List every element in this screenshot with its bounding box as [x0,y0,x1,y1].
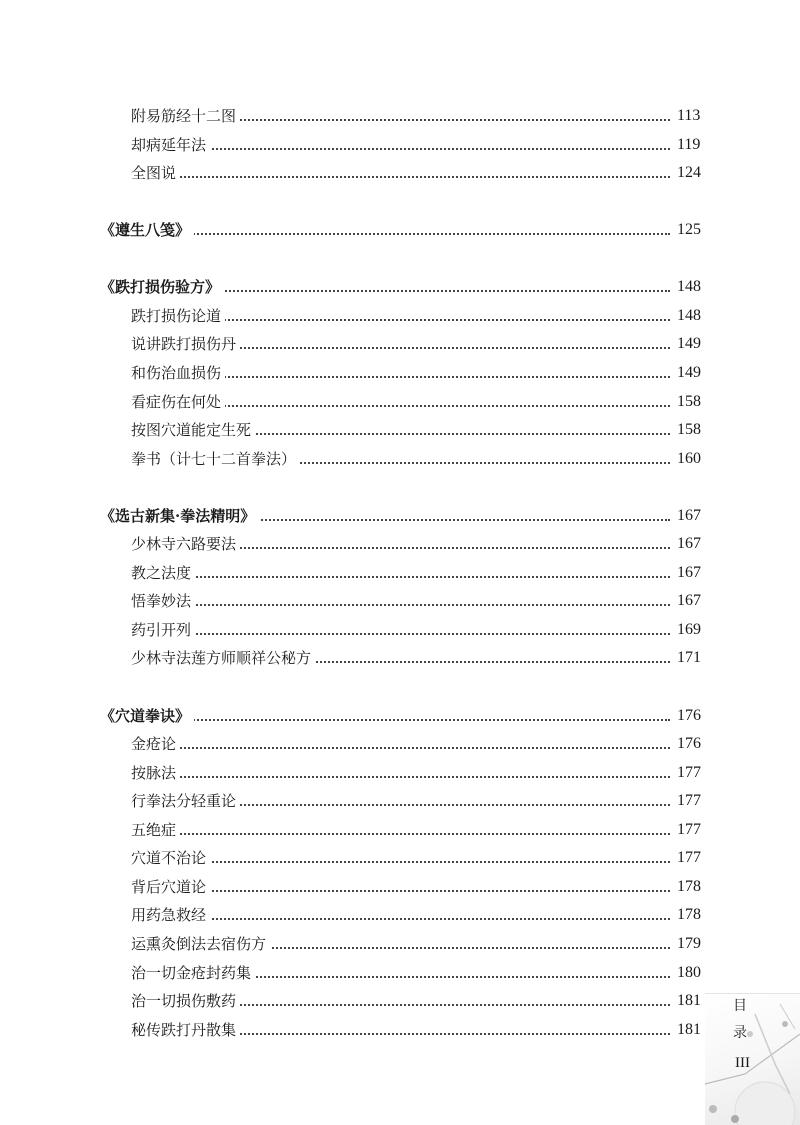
entry-title: 《选古新集·拳法精明》 [100,505,259,527]
corner-decoration [705,993,800,1125]
entry-page-number: 167 [677,535,701,553]
toc-entry[interactable] [0,762,720,784]
toc-entry[interactable] [0,876,720,898]
entry-title: 背后穴道论 [131,876,210,898]
dot-leader [140,747,670,749]
entry-page-number: 177 [677,820,701,838]
toc-entry[interactable] [0,1019,720,1041]
dot-leader [140,833,670,835]
entry-page-number: 178 [677,877,701,895]
entry-title: 拳书（计七十二首拳法） [131,448,300,470]
dot-leader [140,776,670,778]
entry-page-number: 148 [677,278,701,296]
entry-page-number: 171 [677,649,701,667]
toc-entry[interactable] [0,134,720,156]
dot-leader [140,604,670,606]
toc-section-heading[interactable] [0,219,720,241]
entry-page-number: 178 [677,906,701,924]
entry-title: 教之法度 [131,562,195,584]
entry-page-number: 176 [677,706,701,724]
dot-leader [140,148,670,150]
toc-entry[interactable] [0,448,720,470]
entry-page-number: 149 [677,363,701,381]
entry-page-number: 149 [677,335,701,353]
toc-section-heading[interactable] [0,505,720,527]
toc-entry[interactable] [0,647,720,669]
entry-title: 悟拳妙法 [131,590,195,612]
entry-title: 穴道不治论 [131,847,210,869]
dot-leader [140,176,670,178]
toc-section-heading[interactable] [0,276,720,298]
toc-entry[interactable] [0,790,720,812]
entry-page-number: 167 [677,506,701,524]
entry-title: 却病延年法 [131,134,210,156]
entry-title: 按图穴道能定生死 [131,419,255,441]
entry-title: 《穴道拳诀》 [100,705,194,727]
entry-page-number: 148 [677,306,701,324]
entry-title: 说讲跌打损伤丹 [131,333,240,355]
entry-title: 秘传跌打丹散集 [131,1019,240,1041]
entry-page-number: 125 [677,221,701,239]
entry-title: 附易筋经十二图 [131,105,240,127]
entry-page-number: 177 [677,763,701,781]
entry-page-number: 180 [677,963,701,981]
entry-title: 按脉法 [131,762,180,784]
toc-entry[interactable] [0,847,720,869]
toc-entry[interactable] [0,619,720,641]
plum-blossom-illustration [705,994,800,1125]
entry-title: 治一切金疮封药集 [131,962,255,984]
entry-title: 运熏灸倒法去宿伤方 [131,933,270,955]
page-number: III [735,1055,750,1071]
dot-leader [140,576,670,578]
toc-entry[interactable] [0,933,720,955]
entry-title: 少林寺六路要法 [131,533,240,555]
entry-page-number: 160 [677,449,701,467]
entry-title: 《跌打损伤验方》 [100,276,224,298]
entry-page-number: 177 [677,849,701,867]
toc-entry[interactable] [0,590,720,612]
dot-leader [140,890,670,892]
entry-title: 五绝症 [131,819,180,841]
entry-title: 看症伤在何处 [131,391,225,413]
entry-title: 药引开列 [131,619,195,641]
toc-entry[interactable] [0,391,720,413]
entry-page-number: 124 [677,164,701,182]
dot-leader [140,918,670,920]
entry-page-number: 119 [677,135,701,153]
entry-page-number: 158 [677,421,701,439]
toc-entry[interactable] [0,162,720,184]
entry-title: 《遵生八笺》 [100,219,194,241]
entry-page-number: 113 [677,107,701,124]
toc-entry[interactable] [0,990,720,1012]
toc-entry[interactable] [0,962,720,984]
toc-section-heading[interactable] [0,705,720,727]
entry-page-number: 167 [677,563,701,581]
entry-page-number: 167 [677,592,701,610]
entry-title: 行拳法分轻重论 [131,790,240,812]
entry-title: 和伤治血损伤 [131,362,225,384]
entry-title: 治一切损伤敷药 [131,990,240,1012]
toc-entry[interactable] [0,733,720,755]
entry-page-number: 158 [677,392,701,410]
entry-title: 金疮论 [131,733,180,755]
entry-page-number: 179 [677,934,701,952]
dot-leader [140,633,670,635]
toc-entry[interactable] [0,362,720,384]
entry-page-number: 176 [677,735,701,753]
entry-page-number: 181 [677,992,701,1010]
toc-entry[interactable] [0,419,720,441]
entry-page-number: 169 [677,620,701,638]
entry-title: 少林寺法莲方师顺祥公秘方 [131,647,315,669]
dot-leader [140,861,670,863]
toc-entry[interactable] [0,904,720,926]
entry-title: 用药急救经 [131,904,210,926]
toc-entry[interactable] [0,533,720,555]
entry-page-number: 177 [677,792,701,810]
side-tab-char-1: 目 [733,998,747,1014]
toc-entry[interactable] [0,562,720,584]
side-tab-char-2: 录 [733,1025,747,1041]
entry-title: 全图说 [131,162,180,184]
toc-entry[interactable] [0,105,720,127]
toc-entry[interactable] [0,305,720,327]
entry-page-number: 181 [677,1020,701,1038]
toc-entry[interactable] [0,333,720,355]
entry-title: 跌打损伤论道 [131,305,225,327]
toc-entry[interactable] [0,819,720,841]
